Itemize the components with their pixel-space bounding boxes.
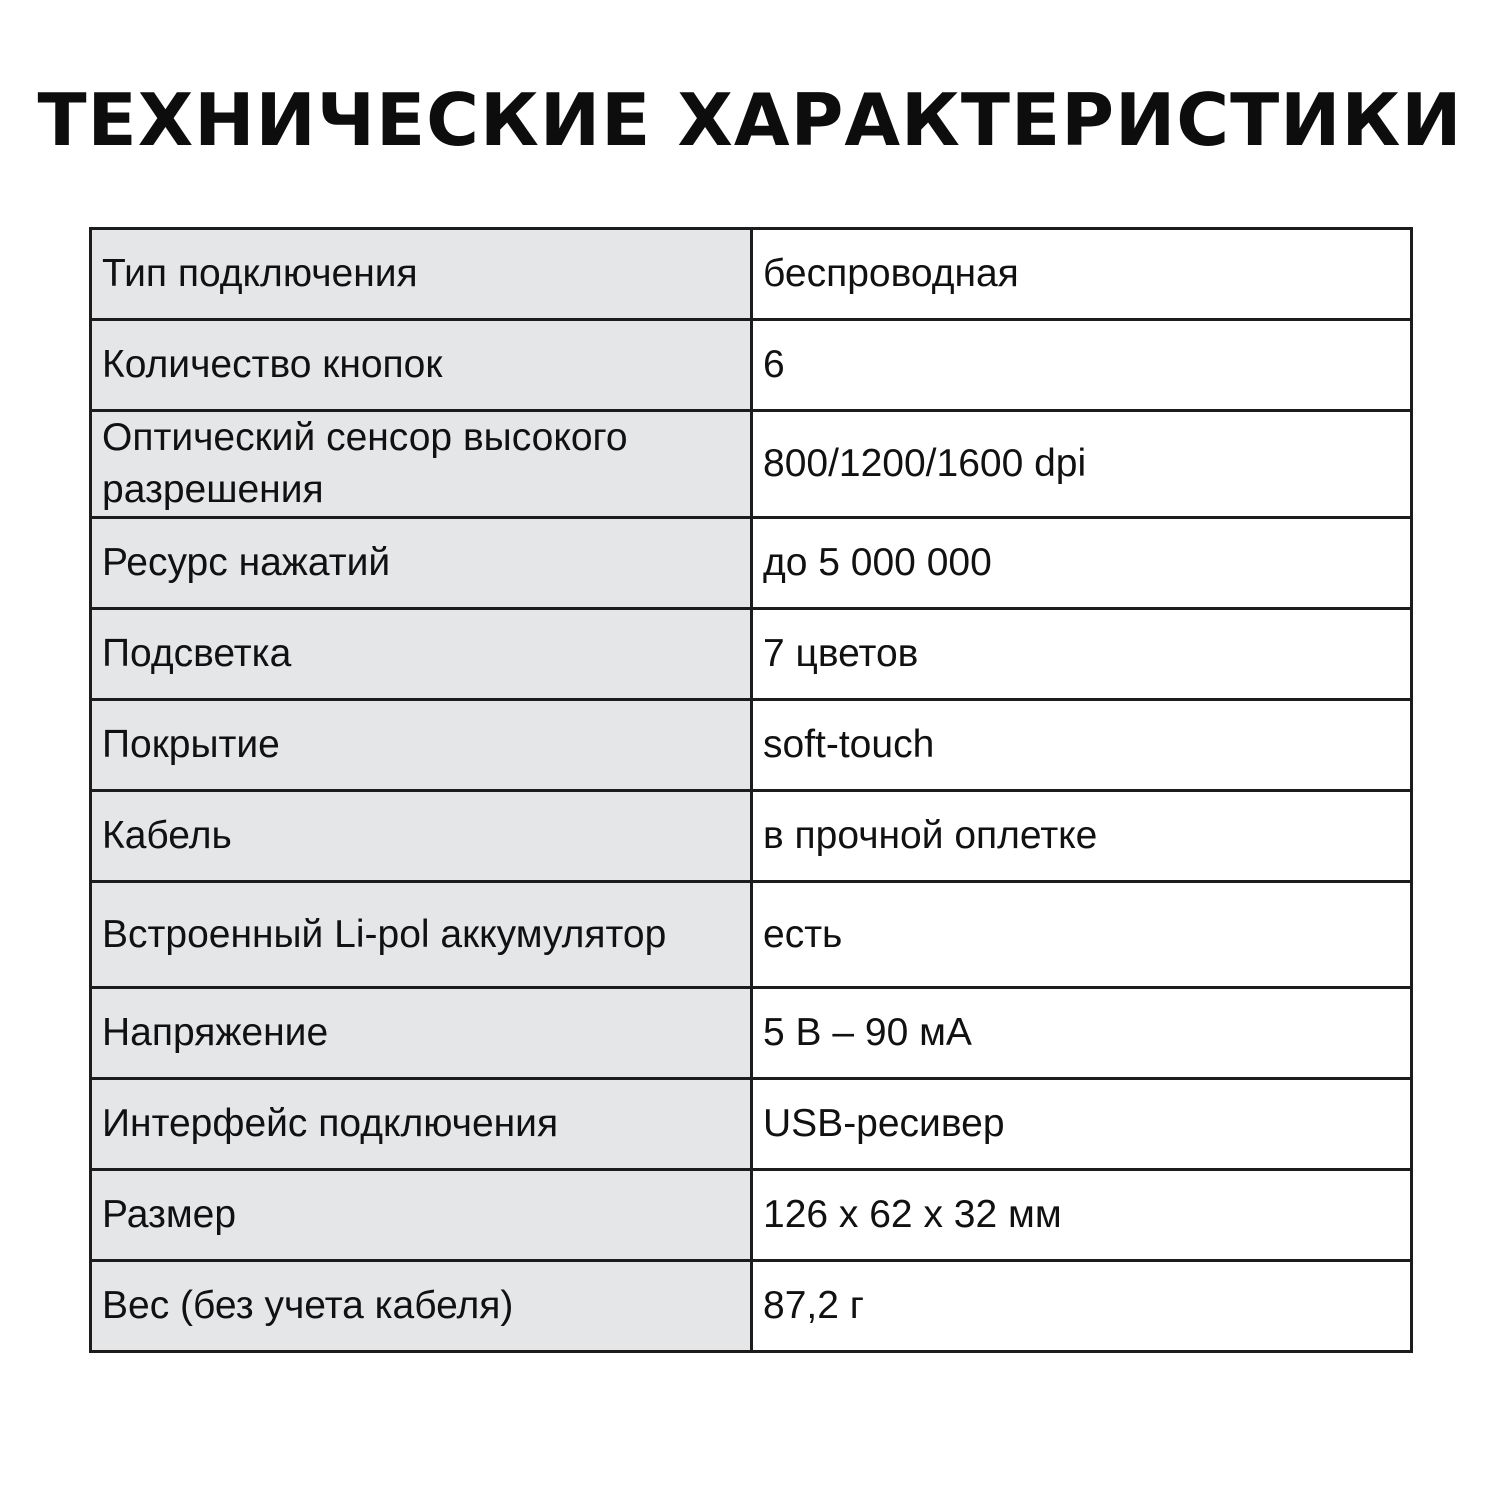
spec-label: Встроенный Li-pol аккумулятор (91, 882, 752, 988)
spec-value: 6 (752, 320, 1412, 411)
spec-value: 5 В – 90 мА (752, 988, 1412, 1079)
spec-row (91, 882, 1412, 988)
spec-row (91, 1079, 1412, 1170)
spec-value: 800/1200/1600 dpi (752, 411, 1412, 518)
spec-label: Интерфейс подключения (91, 1079, 752, 1170)
spec-label: Оптический сенсор высокого разрешения (91, 411, 752, 518)
spec-label: Количество кнопок (91, 320, 752, 411)
spec-label: Напряжение (91, 988, 752, 1079)
spec-row (91, 518, 1412, 609)
spec-value: 7 цветов (752, 609, 1412, 700)
spec-value: soft-touch (752, 700, 1412, 791)
spec-value: до 5 000 000 (752, 518, 1412, 609)
spec-label: Тип подключения (91, 229, 752, 320)
spec-value: 126 x 62 x 32 мм (752, 1170, 1412, 1261)
spec-row (91, 411, 1412, 518)
spec-value: в прочной оплетке (752, 791, 1412, 882)
spec-row (91, 988, 1412, 1079)
spec-row (91, 791, 1412, 882)
spec-label: Вес (без учета кабеля) (91, 1261, 752, 1352)
spec-label: Покрытие (91, 700, 752, 791)
spec-row (91, 609, 1412, 700)
spec-value: USB-ресивер (752, 1079, 1412, 1170)
spec-row (91, 320, 1412, 411)
spec-row (91, 1170, 1412, 1261)
spec-label: Ресурс нажатий (91, 518, 752, 609)
spec-label: Размер (91, 1170, 752, 1261)
spec-row (91, 229, 1412, 320)
page-title: ТЕХНИЧЕСКИЕ ХАРАКТЕРИСТИКИ (37, 78, 1463, 162)
spec-label: Кабель (91, 791, 752, 882)
spec-row (91, 700, 1412, 791)
specs-table (89, 227, 1413, 1353)
spec-value: 87,2 г (752, 1261, 1412, 1352)
spec-row (91, 1261, 1412, 1352)
spec-value: есть (752, 882, 1412, 988)
spec-value: беспроводная (752, 229, 1412, 320)
spec-label: Подсветка (91, 609, 752, 700)
